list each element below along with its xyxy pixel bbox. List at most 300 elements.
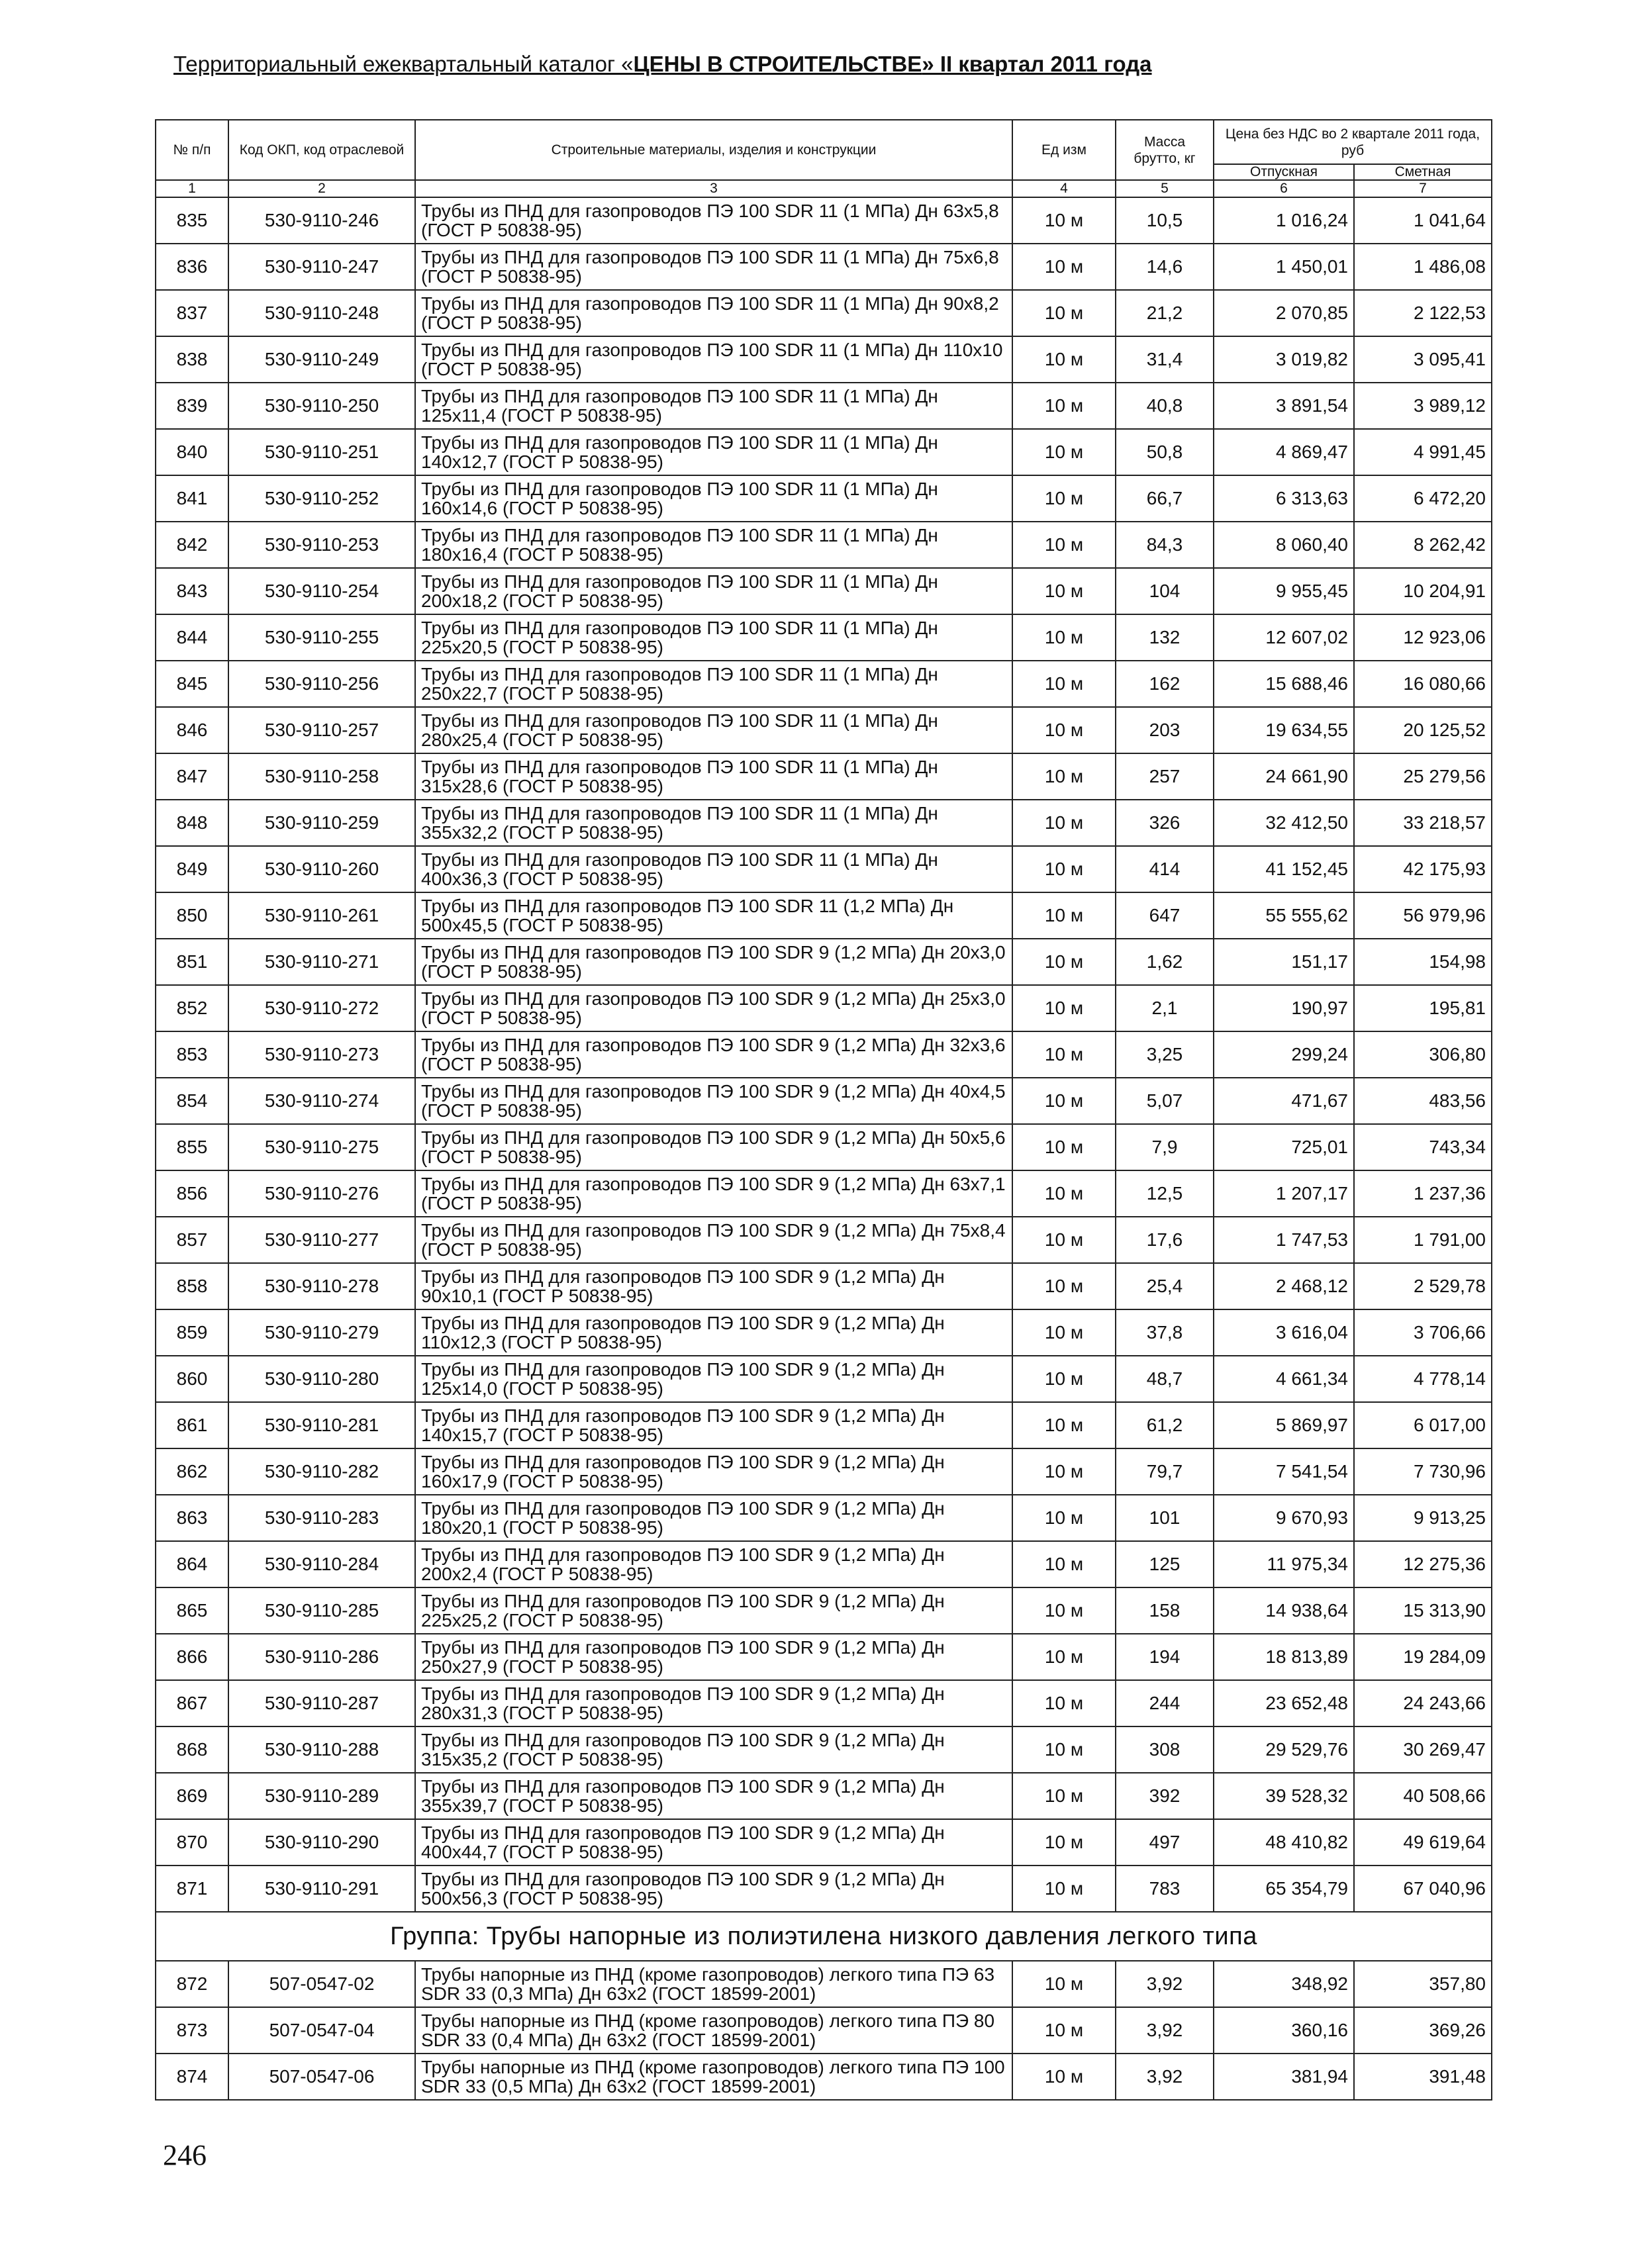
cell-num: 872 <box>156 1961 228 2007</box>
cell-name: Трубы напорные из ПНД (кроме газопроводов) легкого типа ПЭ 100 SDR 33 (0,5 МПа) Дн 63х2 (ГОСТ 18599-2001) <box>415 2054 1012 2100</box>
cell-name: Трубы напорные из ПНД (кроме газопроводов) легкого типа ПЭ 80 SDR 33 (0,4 МПа) Дн 63х2 (ГОСТ 18599-2001) <box>415 2007 1012 2054</box>
cell-num: 853 <box>156 1031 228 1078</box>
cell-code: 530-9110-290 <box>228 1819 415 1866</box>
table-row <box>156 1634 1492 1680</box>
cell-price-release: 24 661,90 <box>1214 753 1354 800</box>
col-header-price-release: Отпускная <box>1214 164 1354 180</box>
table-row <box>156 661 1492 707</box>
cell-mass: 5,07 <box>1116 1078 1214 1124</box>
cell-code: 530-9110-260 <box>228 846 415 892</box>
cell-code: 530-9110-288 <box>228 1726 415 1773</box>
cell-name: Трубы из ПНД для газопроводов ПЭ 100 SDR 9 (1,2 МПа) Дн 63х7,1 (ГОСТ Р 50838-95) <box>415 1170 1012 1217</box>
cell-mass: 308 <box>1116 1726 1214 1773</box>
col-header-mass: Масса брутто, кг <box>1116 120 1214 180</box>
table-row <box>156 1031 1492 1078</box>
cell-unit: 10 м <box>1012 522 1116 568</box>
cell-name: Трубы из ПНД для газопроводов ПЭ 100 SDR 11 (1 МПа) Дн 160х14,6 (ГОСТ Р 50838-95) <box>415 475 1012 522</box>
cell-unit: 10 м <box>1012 475 1116 522</box>
cell-unit: 10 м <box>1012 985 1116 1031</box>
cell-num: 843 <box>156 568 228 614</box>
cell-price-release: 8 060,40 <box>1214 522 1354 568</box>
cell-price-estimate: 12 923,06 <box>1354 614 1492 661</box>
cell-num: 863 <box>156 1495 228 1541</box>
table-row <box>156 800 1492 846</box>
cell-mass: 392 <box>1116 1773 1214 1819</box>
cell-unit: 10 м <box>1012 1217 1116 1263</box>
cell-price-release: 1 747,53 <box>1214 1217 1354 1263</box>
cell-code: 530-9110-291 <box>228 1866 415 1912</box>
cell-name: Трубы из ПНД для газопроводов ПЭ 100 SDR 11 (1 МПа) Дн 125х11,4 (ГОСТ Р 50838-95) <box>415 383 1012 429</box>
cell-name: Трубы из ПНД для газопроводов ПЭ 100 SDR 11 (1 МПа) Дн 280х25,4 (ГОСТ Р 50838-95) <box>415 707 1012 753</box>
cell-mass: 7,9 <box>1116 1124 1214 1170</box>
cell-mass: 647 <box>1116 892 1214 939</box>
cell-price-estimate: 6 017,00 <box>1354 1402 1492 1448</box>
cell-unit: 10 м <box>1012 800 1116 846</box>
cell-price-estimate: 2 529,78 <box>1354 1263 1492 1309</box>
cell-mass: 1,62 <box>1116 939 1214 985</box>
cell-code: 530-9110-279 <box>228 1309 415 1356</box>
cell-code: 507-0547-06 <box>228 2054 415 2100</box>
cell-price-estimate: 154,98 <box>1354 939 1492 985</box>
cell-code: 530-9110-255 <box>228 614 415 661</box>
cell-name: Трубы из ПНД для газопроводов ПЭ 100 SDR 11 (1 МПа) Дн 315х28,6 (ГОСТ Р 50838-95) <box>415 753 1012 800</box>
catalog-name: ЦЕНЫ В СТРОИТЕЛЬСТВЕ <box>633 52 922 76</box>
cell-price-estimate: 40 508,66 <box>1354 1773 1492 1819</box>
table-row <box>156 1680 1492 1726</box>
cell-price-release: 12 607,02 <box>1214 614 1354 661</box>
group-header-row <box>156 1912 1492 1961</box>
header-prefix: Территориальный ежеквартальный каталог « <box>173 52 634 76</box>
cell-num: 846 <box>156 707 228 753</box>
cell-name: Трубы из ПНД для газопроводов ПЭ 100 SDR 9 (1,2 МПа) Дн 40х4,5 (ГОСТ Р 50838-95) <box>415 1078 1012 1124</box>
page-header <box>173 52 1152 77</box>
cell-name: Трубы из ПНД для газопроводов ПЭ 100 SDR 11 (1 МПа) Дн 250х22,7 (ГОСТ Р 50838-95) <box>415 661 1012 707</box>
cell-code: 530-9110-249 <box>228 336 415 383</box>
table-row <box>156 939 1492 985</box>
table-row <box>156 1866 1492 1912</box>
cell-price-estimate: 16 080,66 <box>1354 661 1492 707</box>
cell-price-estimate: 357,80 <box>1354 1961 1492 2007</box>
cell-name: Трубы из ПНД для газопроводов ПЭ 100 SDR 11 (1 МПа) Дн 75х6,8 (ГОСТ Р 50838-95) <box>415 244 1012 290</box>
cell-num: 862 <box>156 1448 228 1495</box>
cell-name: Трубы из ПНД для газопроводов ПЭ 100 SDR 9 (1,2 МПа) Дн 160х17,9 (ГОСТ Р 50838-95) <box>415 1448 1012 1495</box>
cell-num: 858 <box>156 1263 228 1309</box>
table-row <box>156 429 1492 475</box>
col-header-num: № п/п <box>156 120 228 180</box>
cell-code: 530-9110-258 <box>228 753 415 800</box>
cell-unit: 10 м <box>1012 1078 1116 1124</box>
cell-price-estimate: 1 486,08 <box>1354 244 1492 290</box>
cell-unit: 10 м <box>1012 846 1116 892</box>
column-number: 3 <box>415 180 1012 197</box>
cell-mass: 66,7 <box>1116 475 1214 522</box>
table-row <box>156 2007 1492 2054</box>
cell-num: 856 <box>156 1170 228 1217</box>
table-row <box>156 1495 1492 1541</box>
cell-unit: 10 м <box>1012 290 1116 336</box>
cell-name: Трубы из ПНД для газопроводов ПЭ 100 SDR 9 (1,2 МПа) Дн 20х3,0 (ГОСТ Р 50838-95) <box>415 939 1012 985</box>
table-row <box>156 1309 1492 1356</box>
cell-price-release: 360,16 <box>1214 2007 1354 2054</box>
cell-unit: 10 м <box>1012 1634 1116 1680</box>
cell-unit: 10 м <box>1012 1263 1116 1309</box>
cell-price-release: 9 670,93 <box>1214 1495 1354 1541</box>
cell-price-estimate: 15 313,90 <box>1354 1587 1492 1634</box>
cell-num: 860 <box>156 1356 228 1402</box>
cell-name: Трубы из ПНД для газопроводов ПЭ 100 SDR 11 (1 МПа) Дн 225х20,5 (ГОСТ Р 50838-95) <box>415 614 1012 661</box>
cell-unit: 10 м <box>1012 939 1116 985</box>
cell-num: 861 <box>156 1402 228 1448</box>
cell-name: Трубы из ПНД для газопроводов ПЭ 100 SDR 11 (1 МПа) Дн 200х18,2 (ГОСТ Р 50838-95) <box>415 568 1012 614</box>
cell-price-release: 39 528,32 <box>1214 1773 1354 1819</box>
column-number: 4 <box>1012 180 1116 197</box>
cell-mass: 3,92 <box>1116 1961 1214 2007</box>
col-header-code: Код ОКП, код отраслевой <box>228 120 415 180</box>
table-row <box>156 1726 1492 1773</box>
table-row <box>156 290 1492 336</box>
cell-code: 530-9110-276 <box>228 1170 415 1217</box>
cell-price-release: 1 450,01 <box>1214 244 1354 290</box>
cell-name: Трубы из ПНД для газопроводов ПЭ 100 SDR 11 (1 МПа) Дн 110х10 (ГОСТ Р 50838-95) <box>415 336 1012 383</box>
cell-price-estimate: 24 243,66 <box>1354 1680 1492 1726</box>
cell-num: 841 <box>156 475 228 522</box>
table-row <box>156 568 1492 614</box>
table-row <box>156 244 1492 290</box>
cell-name: Трубы из ПНД для газопроводов ПЭ 100 SDR 9 (1,2 МПа) Дн 315х35,2 (ГОСТ Р 50838-95) <box>415 1726 1012 1773</box>
cell-unit: 10 м <box>1012 429 1116 475</box>
cell-name: Трубы из ПНД для газопроводов ПЭ 100 SDR 11 (1 МПа) Дн 140х12,7 (ГОСТ Р 50838-95) <box>415 429 1012 475</box>
cell-mass: 158 <box>1116 1587 1214 1634</box>
column-number: 6 <box>1214 180 1354 197</box>
cell-unit: 10 м <box>1012 2007 1116 2054</box>
cell-mass: 61,2 <box>1116 1402 1214 1448</box>
cell-price-estimate: 30 269,47 <box>1354 1726 1492 1773</box>
cell-unit: 10 м <box>1012 892 1116 939</box>
page-number: 246 <box>163 2139 207 2171</box>
cell-name: Трубы из ПНД для газопроводов ПЭ 100 SDR 9 (1,2 МПа) Дн 90х10,1 (ГОСТ Р 50838-95) <box>415 1263 1012 1309</box>
cell-code: 530-9110-282 <box>228 1448 415 1495</box>
cell-price-estimate: 9 913,25 <box>1354 1495 1492 1541</box>
cell-num: 865 <box>156 1587 228 1634</box>
cell-name: Трубы из ПНД для газопроводов ПЭ 100 SDR 9 (1,2 МПа) Дн 75х8,4 (ГОСТ Р 50838-95) <box>415 1217 1012 1263</box>
cell-num: 854 <box>156 1078 228 1124</box>
cell-code: 530-9110-251 <box>228 429 415 475</box>
cell-mass: 31,4 <box>1116 336 1214 383</box>
cell-price-estimate: 33 218,57 <box>1354 800 1492 846</box>
cell-name: Трубы из ПНД для газопроводов ПЭ 100 SDR 11 (1,2 МПа) Дн 500х45,5 (ГОСТ Р 50838-95) <box>415 892 1012 939</box>
cell-price-release: 190,97 <box>1214 985 1354 1031</box>
cell-price-release: 151,17 <box>1214 939 1354 985</box>
cell-name: Трубы из ПНД для газопроводов ПЭ 100 SDR 9 (1,2 МПа) Дн 355х39,7 (ГОСТ Р 50838-95) <box>415 1773 1012 1819</box>
cell-price-release: 65 354,79 <box>1214 1866 1354 1912</box>
cell-unit: 10 м <box>1012 197 1116 244</box>
cell-name: Трубы напорные из ПНД (кроме газопроводов) легкого типа ПЭ 63 SDR 33 (0,3 МПа) Дн 63х2 (ГОСТ 18599-2001) <box>415 1961 1012 2007</box>
cell-num: 868 <box>156 1726 228 1773</box>
cell-mass: 257 <box>1116 753 1214 800</box>
cell-name: Трубы из ПНД для газопроводов ПЭ 100 SDR 9 (1,2 МПа) Дн 200х2,4 (ГОСТ Р 50838-95) <box>415 1541 1012 1587</box>
cell-name: Трубы из ПНД для газопроводов ПЭ 100 SDR 9 (1,2 МПа) Дн 250х27,9 (ГОСТ Р 50838-95) <box>415 1634 1012 1680</box>
cell-num: 870 <box>156 1819 228 1866</box>
cell-price-release: 18 813,89 <box>1214 1634 1354 1680</box>
table-row <box>156 846 1492 892</box>
cell-mass: 3,92 <box>1116 2007 1214 2054</box>
cell-mass: 79,7 <box>1116 1448 1214 1495</box>
cell-code: 530-9110-272 <box>228 985 415 1031</box>
cell-price-release: 381,94 <box>1214 2054 1354 2100</box>
cell-num: 873 <box>156 2007 228 2054</box>
col-header-unit: Ед изм <box>1012 120 1116 180</box>
cell-price-estimate: 7 730,96 <box>1354 1448 1492 1495</box>
cell-mass: 783 <box>1116 1866 1214 1912</box>
cell-num: 851 <box>156 939 228 985</box>
cell-unit: 10 м <box>1012 1961 1116 2007</box>
cell-price-estimate: 25 279,56 <box>1354 753 1492 800</box>
cell-price-estimate: 4 778,14 <box>1354 1356 1492 1402</box>
cell-unit: 10 м <box>1012 1495 1116 1541</box>
table-row <box>156 336 1492 383</box>
cell-price-estimate: 3 989,12 <box>1354 383 1492 429</box>
cell-price-release: 3 616,04 <box>1214 1309 1354 1356</box>
cell-price-estimate: 483,56 <box>1354 1078 1492 1124</box>
cell-code: 530-9110-261 <box>228 892 415 939</box>
cell-num: 835 <box>156 197 228 244</box>
cell-unit: 10 м <box>1012 1402 1116 1448</box>
cell-code: 530-9110-252 <box>228 475 415 522</box>
cell-price-release: 4 869,47 <box>1214 429 1354 475</box>
cell-price-estimate: 2 122,53 <box>1354 290 1492 336</box>
table-row <box>156 1217 1492 1263</box>
cell-price-estimate: 12 275,36 <box>1354 1541 1492 1587</box>
cell-name: Трубы из ПНД для газопроводов ПЭ 100 SDR 9 (1,2 МПа) Дн 110х12,3 (ГОСТ Р 50838-95) <box>415 1309 1012 1356</box>
cell-unit: 10 м <box>1012 1124 1116 1170</box>
cell-unit: 10 м <box>1012 1819 1116 1866</box>
cell-unit: 10 м <box>1012 1587 1116 1634</box>
table-row <box>156 383 1492 429</box>
cell-unit: 10 м <box>1012 614 1116 661</box>
cell-num: 866 <box>156 1634 228 1680</box>
cell-name: Трубы из ПНД для газопроводов ПЭ 100 SDR 9 (1,2 МПа) Дн 50х5,6 (ГОСТ Р 50838-95) <box>415 1124 1012 1170</box>
cell-unit: 10 м <box>1012 1866 1116 1912</box>
cell-code: 507-0547-04 <box>228 2007 415 2054</box>
cell-num: 869 <box>156 1773 228 1819</box>
cell-mass: 3,25 <box>1116 1031 1214 1078</box>
col-header-name: Строительные материалы, изделия и конструкции <box>415 120 1012 180</box>
price-table <box>155 119 1492 2101</box>
cell-num: 874 <box>156 2054 228 2100</box>
cell-mass: 12,5 <box>1116 1170 1214 1217</box>
cell-num: 844 <box>156 614 228 661</box>
cell-code: 530-9110-286 <box>228 1634 415 1680</box>
cell-price-release: 471,67 <box>1214 1078 1354 1124</box>
cell-num: 859 <box>156 1309 228 1356</box>
table-row <box>156 197 1492 244</box>
cell-price-release: 15 688,46 <box>1214 661 1354 707</box>
table-row <box>156 1773 1492 1819</box>
cell-name: Трубы из ПНД для газопроводов ПЭ 100 SDR 9 (1,2 МПа) Дн 225х25,2 (ГОСТ Р 50838-95) <box>415 1587 1012 1634</box>
cell-code: 530-9110-285 <box>228 1587 415 1634</box>
cell-price-estimate: 1 041,64 <box>1354 197 1492 244</box>
cell-price-release: 32 412,50 <box>1214 800 1354 846</box>
table-row <box>156 707 1492 753</box>
cell-mass: 84,3 <box>1116 522 1214 568</box>
table-row <box>156 985 1492 1031</box>
cell-unit: 10 м <box>1012 661 1116 707</box>
cell-code: 530-9110-284 <box>228 1541 415 1587</box>
cell-name: Трубы из ПНД для газопроводов ПЭ 100 SDR 9 (1,2 МПа) Дн 500х56,3 (ГОСТ Р 50838-95) <box>415 1866 1012 1912</box>
cell-code: 530-9110-259 <box>228 800 415 846</box>
table-body <box>156 197 1492 2100</box>
cell-mass: 326 <box>1116 800 1214 846</box>
cell-price-release: 11 975,34 <box>1214 1541 1354 1587</box>
cell-code: 530-9110-247 <box>228 244 415 290</box>
col-header-price-estimate: Сметная <box>1354 164 1492 180</box>
table-row <box>156 892 1492 939</box>
cell-mass: 132 <box>1116 614 1214 661</box>
cell-mass: 17,6 <box>1116 1217 1214 1263</box>
cell-unit: 10 м <box>1012 753 1116 800</box>
cell-mass: 104 <box>1116 568 1214 614</box>
cell-price-estimate: 6 472,20 <box>1354 475 1492 522</box>
cell-price-release: 1 016,24 <box>1214 197 1354 244</box>
cell-num: 845 <box>156 661 228 707</box>
cell-name: Трубы из ПНД для газопроводов ПЭ 100 SDR 11 (1 МПа) Дн 400х36,3 (ГОСТ Р 50838-95) <box>415 846 1012 892</box>
cell-num: 849 <box>156 846 228 892</box>
cell-code: 530-9110-246 <box>228 197 415 244</box>
table-row <box>156 1448 1492 1495</box>
cell-code: 530-9110-287 <box>228 1680 415 1726</box>
cell-mass: 497 <box>1116 1819 1214 1866</box>
table-row <box>156 1263 1492 1309</box>
cell-mass: 40,8 <box>1116 383 1214 429</box>
cell-unit: 10 м <box>1012 1726 1116 1773</box>
table-row <box>156 753 1492 800</box>
table-row <box>156 475 1492 522</box>
cell-price-estimate: 3 095,41 <box>1354 336 1492 383</box>
cell-unit: 10 м <box>1012 336 1116 383</box>
cell-unit: 10 м <box>1012 568 1116 614</box>
cell-mass: 203 <box>1116 707 1214 753</box>
cell-code: 530-9110-257 <box>228 707 415 753</box>
cell-num: 842 <box>156 522 228 568</box>
cell-price-release: 348,92 <box>1214 1961 1354 2007</box>
cell-price-release: 19 634,55 <box>1214 707 1354 753</box>
cell-mass: 125 <box>1116 1541 1214 1587</box>
cell-code: 530-9110-271 <box>228 939 415 985</box>
table-row <box>156 1819 1492 1866</box>
cell-price-estimate: 4 991,45 <box>1354 429 1492 475</box>
cell-unit: 10 м <box>1012 1356 1116 1402</box>
cell-name: Трубы из ПНД для газопроводов ПЭ 100 SDR 9 (1,2 МПа) Дн 280х31,3 (ГОСТ Р 50838-95) <box>415 1680 1012 1726</box>
cell-mass: 244 <box>1116 1680 1214 1726</box>
cell-code: 530-9110-248 <box>228 290 415 336</box>
cell-name: Трубы из ПНД для газопроводов ПЭ 100 SDR 9 (1,2 МПа) Дн 32х3,6 (ГОСТ Р 50838-95) <box>415 1031 1012 1078</box>
cell-price-estimate: 56 979,96 <box>1354 892 1492 939</box>
cell-price-estimate: 67 040,96 <box>1354 1866 1492 1912</box>
cell-code: 530-9110-250 <box>228 383 415 429</box>
cell-num: 836 <box>156 244 228 290</box>
cell-price-estimate: 306,80 <box>1354 1031 1492 1078</box>
cell-price-release: 55 555,62 <box>1214 892 1354 939</box>
table-row <box>156 614 1492 661</box>
table-row <box>156 1541 1492 1587</box>
cell-price-release: 14 938,64 <box>1214 1587 1354 1634</box>
cell-mass: 37,8 <box>1116 1309 1214 1356</box>
cell-num: 864 <box>156 1541 228 1587</box>
cell-price-estimate: 1 237,36 <box>1354 1170 1492 1217</box>
cell-price-estimate: 391,48 <box>1354 2054 1492 2100</box>
cell-mass: 10,5 <box>1116 197 1214 244</box>
cell-code: 530-9110-254 <box>228 568 415 614</box>
table-row <box>156 1124 1492 1170</box>
table-row <box>156 2054 1492 2100</box>
cell-price-release: 48 410,82 <box>1214 1819 1354 1866</box>
cell-code: 530-9110-256 <box>228 661 415 707</box>
header-suffix: » II квартал 2011 года <box>922 52 1152 76</box>
cell-code: 530-9110-278 <box>228 1263 415 1309</box>
cell-unit: 10 м <box>1012 707 1116 753</box>
cell-price-release: 2 070,85 <box>1214 290 1354 336</box>
cell-name: Трубы из ПНД для газопроводов ПЭ 100 SDR 9 (1,2 МПа) Дн 25х3,0 (ГОСТ Р 50838-95) <box>415 985 1012 1031</box>
cell-code: 530-9110-275 <box>228 1124 415 1170</box>
cell-num: 867 <box>156 1680 228 1726</box>
table-row <box>156 522 1492 568</box>
cell-num: 837 <box>156 290 228 336</box>
cell-num: 839 <box>156 383 228 429</box>
cell-unit: 10 м <box>1012 1448 1116 1495</box>
cell-price-release: 6 313,63 <box>1214 475 1354 522</box>
cell-unit: 10 м <box>1012 1773 1116 1819</box>
table-row <box>156 1961 1492 2007</box>
cell-price-estimate: 195,81 <box>1354 985 1492 1031</box>
table-row <box>156 1402 1492 1448</box>
cell-mass: 414 <box>1116 846 1214 892</box>
cell-num: 871 <box>156 1866 228 1912</box>
group-title: Группа: Трубы напорные из полиэтилена низкого давления легкого типа <box>156 1912 1492 1961</box>
table-row <box>156 1356 1492 1402</box>
cell-price-estimate: 8 262,42 <box>1354 522 1492 568</box>
cell-code: 530-9110-277 <box>228 1217 415 1263</box>
column-number: 1 <box>156 180 228 197</box>
cell-num: 848 <box>156 800 228 846</box>
cell-num: 855 <box>156 1124 228 1170</box>
cell-code: 530-9110-283 <box>228 1495 415 1541</box>
cell-code: 507-0547-02 <box>228 1961 415 2007</box>
cell-name: Трубы из ПНД для газопроводов ПЭ 100 SDR 9 (1,2 МПа) Дн 125х14,0 (ГОСТ Р 50838-95) <box>415 1356 1012 1402</box>
cell-code: 530-9110-289 <box>228 1773 415 1819</box>
cell-unit: 10 м <box>1012 1541 1116 1587</box>
cell-unit: 10 м <box>1012 1680 1116 1726</box>
cell-name: Трубы из ПНД для газопроводов ПЭ 100 SDR 11 (1 МПа) Дн 180х16,4 (ГОСТ Р 50838-95) <box>415 522 1012 568</box>
cell-price-release: 29 529,76 <box>1214 1726 1354 1773</box>
cell-price-release: 5 869,97 <box>1214 1402 1354 1448</box>
cell-name: Трубы из ПНД для газопроводов ПЭ 100 SDR 11 (1 МПа) Дн 63х5,8 (ГОСТ Р 50838-95) <box>415 197 1012 244</box>
column-number: 2 <box>228 180 415 197</box>
cell-price-release: 3 019,82 <box>1214 336 1354 383</box>
cell-code: 530-9110-273 <box>228 1031 415 1078</box>
cell-unit: 10 м <box>1012 1309 1116 1356</box>
cell-mass: 48,7 <box>1116 1356 1214 1402</box>
cell-mass: 50,8 <box>1116 429 1214 475</box>
cell-price-estimate: 42 175,93 <box>1354 846 1492 892</box>
cell-num: 847 <box>156 753 228 800</box>
cell-mass: 2,1 <box>1116 985 1214 1031</box>
cell-price-estimate: 19 284,09 <box>1354 1634 1492 1680</box>
cell-mass: 3,92 <box>1116 2054 1214 2100</box>
cell-name: Трубы из ПНД для газопроводов ПЭ 100 SDR 9 (1,2 МПа) Дн 140х15,7 (ГОСТ Р 50838-95) <box>415 1402 1012 1448</box>
cell-mass: 162 <box>1116 661 1214 707</box>
cell-num: 840 <box>156 429 228 475</box>
cell-mass: 194 <box>1116 1634 1214 1680</box>
